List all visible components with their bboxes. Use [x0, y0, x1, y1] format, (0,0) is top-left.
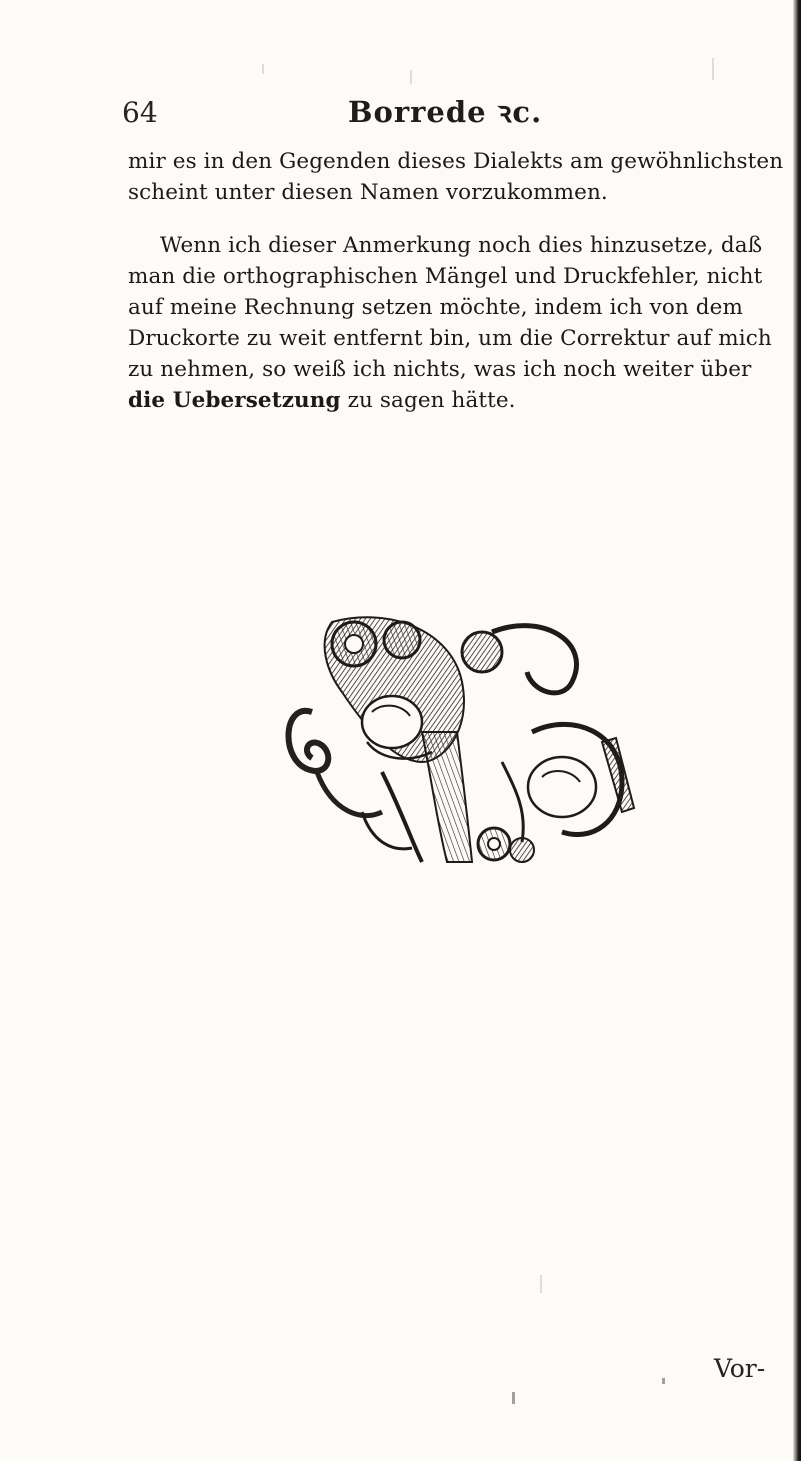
paragraph-1	[128, 146, 784, 208]
catchword: Vor-	[714, 1354, 766, 1383]
cherub-vignette-icon	[272, 612, 652, 872]
text-line: Wenn ich dieser Anmerkung noch dies hinzusetze, daß	[160, 233, 763, 258]
page-number: 64	[122, 96, 158, 129]
text-line	[128, 385, 778, 416]
paper-speck	[410, 70, 412, 84]
text-line: Druckorte zu weit entfernt bin, um die Correktur auf mich	[128, 326, 772, 351]
text-line: man die orthographischen Mängel und Druckfehler, nicht	[128, 264, 763, 289]
paper-speck	[662, 1378, 665, 1384]
running-head: Borrede ꝛc.	[348, 95, 543, 129]
body-text	[128, 146, 784, 416]
text-line: scheint unter diesen Namen vorzukommen.	[128, 180, 608, 205]
paper-speck	[540, 1275, 542, 1293]
text-line: zu nehmen, so weiß ich nichts, was ich noch weiter über	[128, 357, 752, 382]
paper-speck	[262, 64, 264, 74]
paper-speck	[512, 1392, 515, 1404]
page-edge	[793, 0, 801, 1461]
emphasized-text: die Uebersetzung	[128, 388, 341, 413]
page-header	[0, 92, 801, 140]
text-line: auf meine Rechnung setzen möchte, indem ich von dem	[128, 295, 743, 320]
paper-speck	[712, 58, 714, 80]
paragraph-2	[128, 230, 778, 416]
text-fragment: zu sagen hätte.	[340, 388, 516, 413]
text-line: mir es in den Gegenden dieses Dialekts am gewöhnlichsten	[128, 149, 784, 174]
